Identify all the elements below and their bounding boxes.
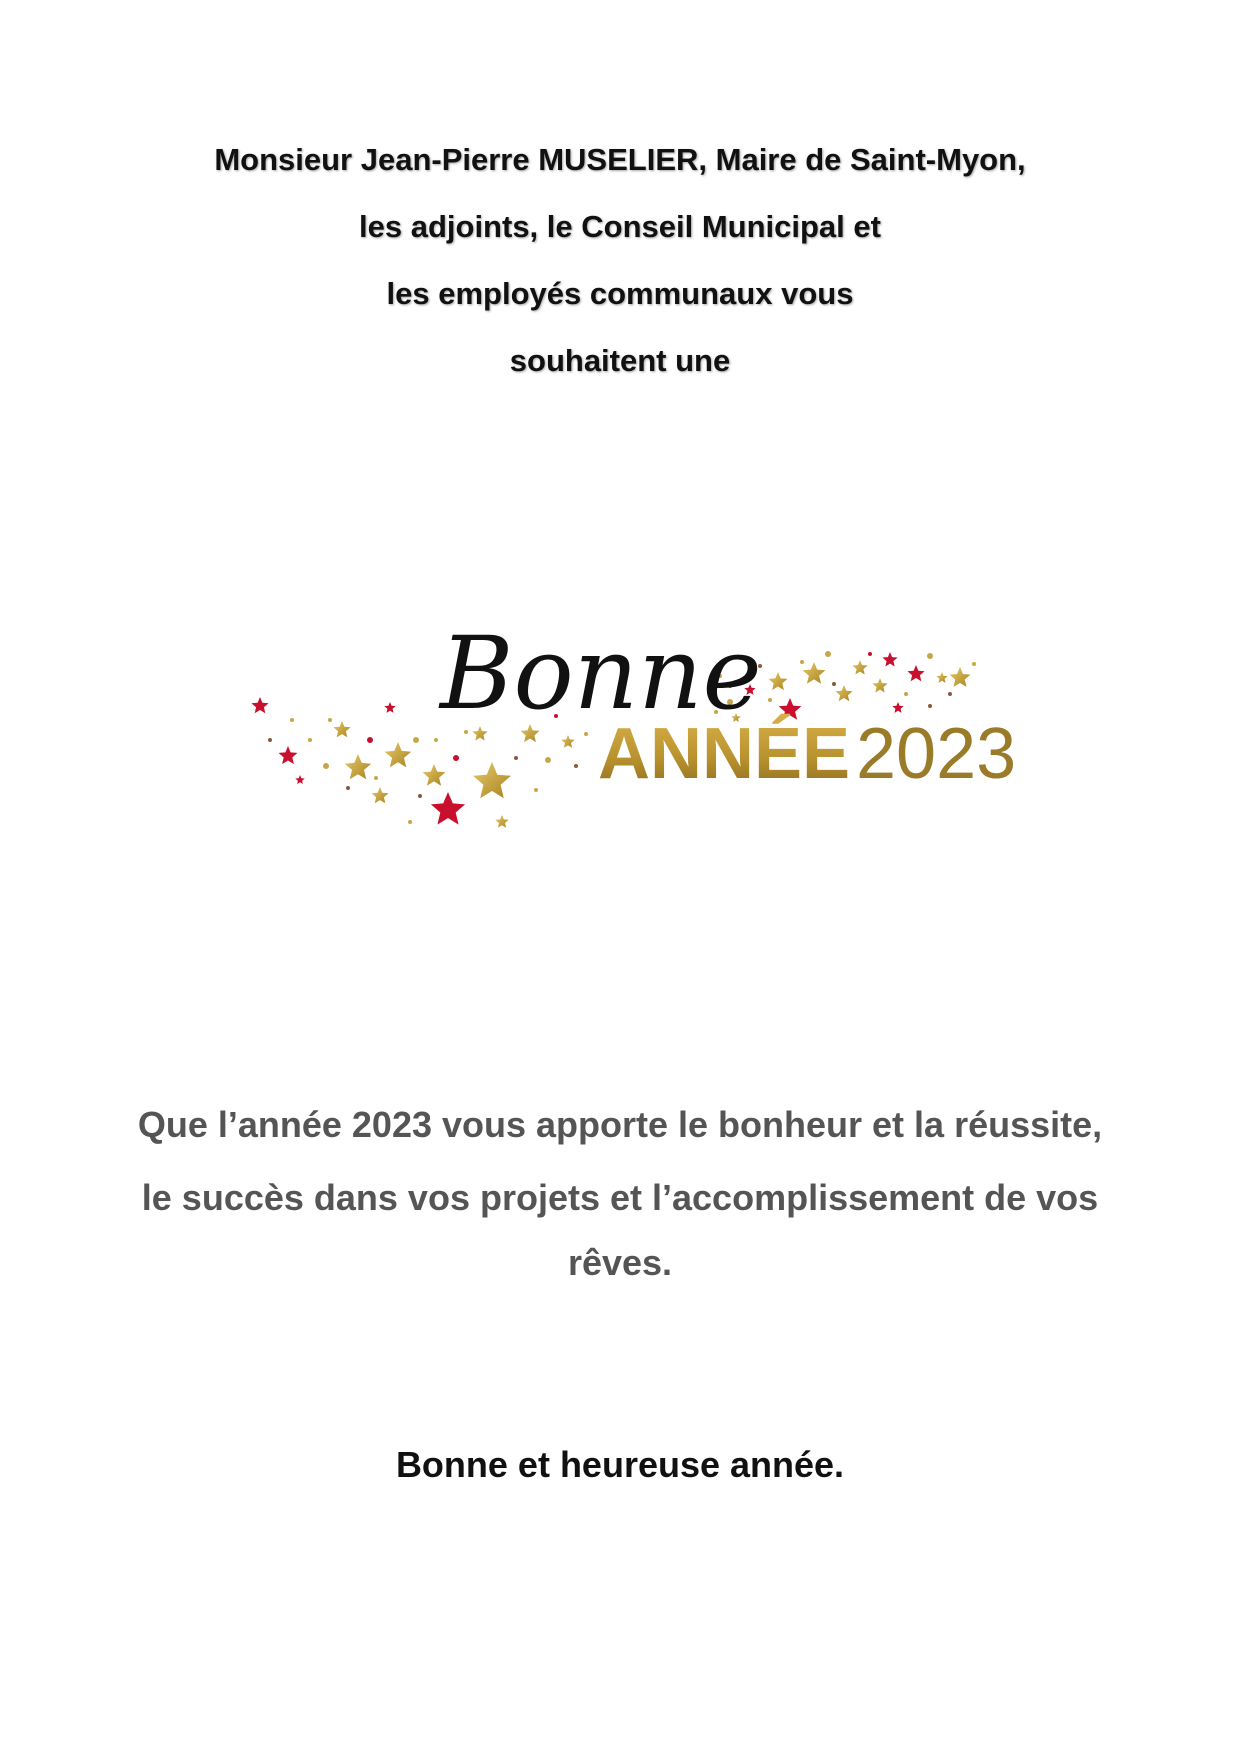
star-icon: [385, 742, 412, 767]
year-text: 2023: [856, 714, 1017, 794]
sparkle-dot: [825, 651, 831, 657]
star-icon: [423, 764, 446, 786]
star-icon: [769, 672, 788, 690]
sparkle-dot: [584, 732, 588, 736]
star-icon: [803, 662, 826, 684]
intro-line-2: les adjoints, le Conseil Municipal et: [359, 209, 881, 244]
sparkle-dot: [367, 737, 373, 743]
star-icon: [936, 672, 947, 683]
sparkle-dot: [323, 763, 329, 769]
intro-line-4: souhaitent une: [509, 343, 731, 378]
annee-word-text: ANNÉE: [598, 714, 851, 794]
sparkle-dot: [832, 682, 836, 686]
star-icon: [872, 678, 887, 693]
star-icon: [371, 787, 388, 803]
wish-line-2: le succès dans vos projets et l’accomplissement de vos: [141, 1177, 1099, 1218]
star-icon: [251, 697, 268, 713]
star-icon: [473, 762, 511, 798]
bonne-annee-graphic: [230, 590, 1030, 830]
star-icon: [333, 721, 350, 737]
sparkle-dot: [418, 794, 422, 798]
intro-text: [0, 126, 1240, 394]
star-icon: [431, 792, 465, 825]
star-icon: [279, 746, 298, 764]
star-icon: [384, 702, 395, 713]
sparkle-dot: [948, 692, 952, 696]
star-icon: [892, 702, 903, 713]
sparkle-dot: [374, 776, 378, 780]
bonne-script-text: Bonne: [440, 615, 762, 732]
bonne-annee-banner: [230, 590, 1030, 830]
intro-line-3: les employés communaux vous: [386, 276, 854, 311]
sparkle-dot: [574, 764, 578, 768]
sparkle-dot: [290, 718, 294, 722]
wish-line-1: Que l’année 2023 vous apporte le bonheur et la réussite,: [137, 1104, 1103, 1145]
star-icon: [835, 685, 852, 701]
sparkle-dot: [868, 652, 872, 656]
star-icon: [495, 815, 508, 828]
sparkle-dot: [408, 820, 412, 824]
closing-text: Bonne et heureuse année.: [395, 1444, 845, 1485]
star-icon: [882, 652, 897, 667]
sparkle-dot: [768, 698, 772, 702]
sparkle-dot: [928, 704, 932, 708]
sparkle-dot: [800, 660, 804, 664]
sparkle-dot: [308, 738, 312, 742]
sparkle-dot: [346, 786, 350, 790]
sparkle-dot: [534, 788, 538, 792]
sparkle-dot: [413, 737, 419, 743]
star-icon: [295, 775, 305, 784]
sparkle-dot: [268, 738, 272, 742]
sparkle-dot: [434, 738, 438, 742]
sparkle-dot: [545, 757, 551, 763]
sparkle-dot: [514, 756, 518, 760]
wish-paragraph: [0, 1088, 1240, 1292]
sparkle-dot: [453, 755, 459, 761]
intro-line-1: Monsieur Jean-Pierre MUSELIER, Maire de Saint-Myon,: [214, 142, 1026, 177]
sparkle-dot: [927, 653, 933, 659]
wish-line-3: rêves.: [567, 1242, 673, 1283]
star-icon: [345, 754, 372, 779]
star-icon: [561, 735, 574, 748]
sparkle-dot: [904, 692, 908, 696]
star-icon: [950, 667, 971, 687]
star-icon: [907, 665, 924, 681]
sparkle-dot: [328, 718, 332, 722]
sparkle-dot: [972, 662, 976, 666]
star-icon: [852, 660, 867, 675]
